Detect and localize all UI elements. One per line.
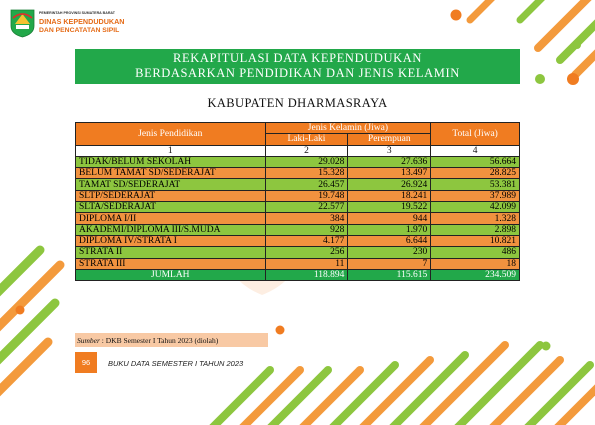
female-value: 230 bbox=[348, 247, 431, 258]
source-note bbox=[75, 333, 268, 347]
index-cell: 3 bbox=[348, 145, 431, 156]
female-value: 7 bbox=[348, 258, 431, 269]
total-value: 1.328 bbox=[431, 213, 520, 224]
male-value: 19.748 bbox=[265, 190, 348, 201]
row-label: STRATA III bbox=[76, 258, 266, 269]
table-row bbox=[76, 213, 520, 224]
source-text: : DKB Semester I Tahun 2023 (diolah) bbox=[99, 336, 219, 345]
book-title: BUKU DATA SEMESTER I TAHUN 2023 bbox=[108, 359, 244, 368]
title-line-2: BERDASARKAN PENDIDIKAN DAN JENIS KELAMIN bbox=[135, 66, 460, 80]
total-label: JUMLAH bbox=[76, 269, 266, 280]
decor-dot bbox=[573, 41, 581, 49]
page-number: 96 bbox=[75, 352, 97, 373]
male-value: 22.577 bbox=[265, 202, 348, 213]
left-stripes bbox=[0, 250, 60, 400]
title-line-1: REKAPITULASI DATA KEPENDUDUKAN bbox=[173, 51, 422, 65]
row-label: TAMAT SD/SEDERAJAT bbox=[76, 179, 266, 190]
male-value: 4.177 bbox=[265, 235, 348, 246]
male-value: 26.457 bbox=[265, 179, 348, 190]
decor-dot bbox=[535, 74, 545, 84]
header-male: Laki-Laki bbox=[265, 134, 348, 145]
female-value: 19.522 bbox=[348, 202, 431, 213]
logo-line-1: PEMERINTAH PROVINSI SUMATERA BARAT bbox=[39, 11, 115, 15]
table-row bbox=[76, 168, 520, 179]
grand-total: 234.509 bbox=[431, 269, 520, 280]
total-value: 2.898 bbox=[431, 224, 520, 235]
total-value: 56.664 bbox=[431, 156, 520, 167]
logo-line-2: DINAS KEPENDUDUKAN bbox=[39, 17, 125, 26]
table-row bbox=[76, 156, 520, 167]
decor-dot bbox=[16, 306, 25, 315]
province-emblem-icon bbox=[9, 8, 36, 38]
female-value: 13.497 bbox=[348, 168, 431, 179]
table-row bbox=[76, 224, 520, 235]
total-value: 53.381 bbox=[431, 179, 520, 190]
header-total: Total (Jiwa) bbox=[431, 123, 520, 146]
male-value: 15.328 bbox=[265, 168, 348, 179]
source-prefix: Sumber bbox=[77, 336, 100, 345]
row-label: TIDAK/BELUM SEKOLAH bbox=[76, 156, 266, 167]
male-value: 29.028 bbox=[265, 156, 348, 167]
index-cell: 2 bbox=[265, 145, 348, 156]
row-label: AKADEMI/DIPLOMA III/S.MUDA bbox=[76, 224, 266, 235]
table-row bbox=[76, 235, 520, 246]
total-value: 37.989 bbox=[431, 190, 520, 201]
decor-dot bbox=[276, 326, 285, 335]
table-row bbox=[76, 202, 520, 213]
table-row bbox=[76, 258, 520, 269]
index-cell: 4 bbox=[431, 145, 520, 156]
header-gender: Jenis Kelamin (Jiwa) bbox=[265, 123, 431, 134]
region-subtitle: KABUPATEN DHARMASRAYA bbox=[207, 96, 388, 110]
total-value: 28.825 bbox=[431, 168, 520, 179]
education-gender-table bbox=[75, 122, 520, 281]
female-value: 1.970 bbox=[348, 224, 431, 235]
table-row bbox=[76, 190, 520, 201]
row-label: SLTA/SEDERAJAT bbox=[76, 202, 266, 213]
table-row bbox=[76, 247, 520, 258]
total-value: 10.821 bbox=[431, 235, 520, 246]
agency-logo bbox=[9, 8, 149, 42]
header-female: Perempuan bbox=[348, 134, 431, 145]
row-label: DIPLOMA I/II bbox=[76, 213, 266, 224]
male-value: 11 bbox=[265, 258, 348, 269]
male-total: 118.894 bbox=[265, 269, 348, 280]
table-row bbox=[76, 179, 520, 190]
row-label: DIPLOMA IV/STRATA I bbox=[76, 235, 266, 246]
female-value: 6.644 bbox=[348, 235, 431, 246]
total-value: 486 bbox=[431, 247, 520, 258]
logo-line-3: DAN PENCATATAN SIPIL bbox=[39, 27, 120, 34]
row-label: BELUM TAMAT SD/SEDERAJAT bbox=[76, 168, 266, 179]
page-title bbox=[75, 49, 520, 84]
decor-dot bbox=[451, 10, 462, 21]
total-row bbox=[76, 269, 520, 280]
decor-dot bbox=[542, 342, 551, 351]
total-value: 42.099 bbox=[431, 202, 520, 213]
total-value: 18 bbox=[431, 258, 520, 269]
female-value: 18.241 bbox=[348, 190, 431, 201]
female-total: 115.615 bbox=[348, 269, 431, 280]
female-value: 26.924 bbox=[348, 179, 431, 190]
male-value: 256 bbox=[265, 247, 348, 258]
male-value: 928 bbox=[265, 224, 348, 235]
bottom-right-stripes bbox=[210, 345, 595, 425]
index-cell: 1 bbox=[76, 145, 266, 156]
decor-dot bbox=[567, 73, 579, 85]
female-value: 27.636 bbox=[348, 156, 431, 167]
header-education: Jenis Pendidikan bbox=[76, 123, 266, 146]
row-label: STRATA II bbox=[76, 247, 266, 258]
female-value: 944 bbox=[348, 213, 431, 224]
male-value: 384 bbox=[265, 213, 348, 224]
row-label: SLTP/SEDERAJAT bbox=[76, 190, 266, 201]
